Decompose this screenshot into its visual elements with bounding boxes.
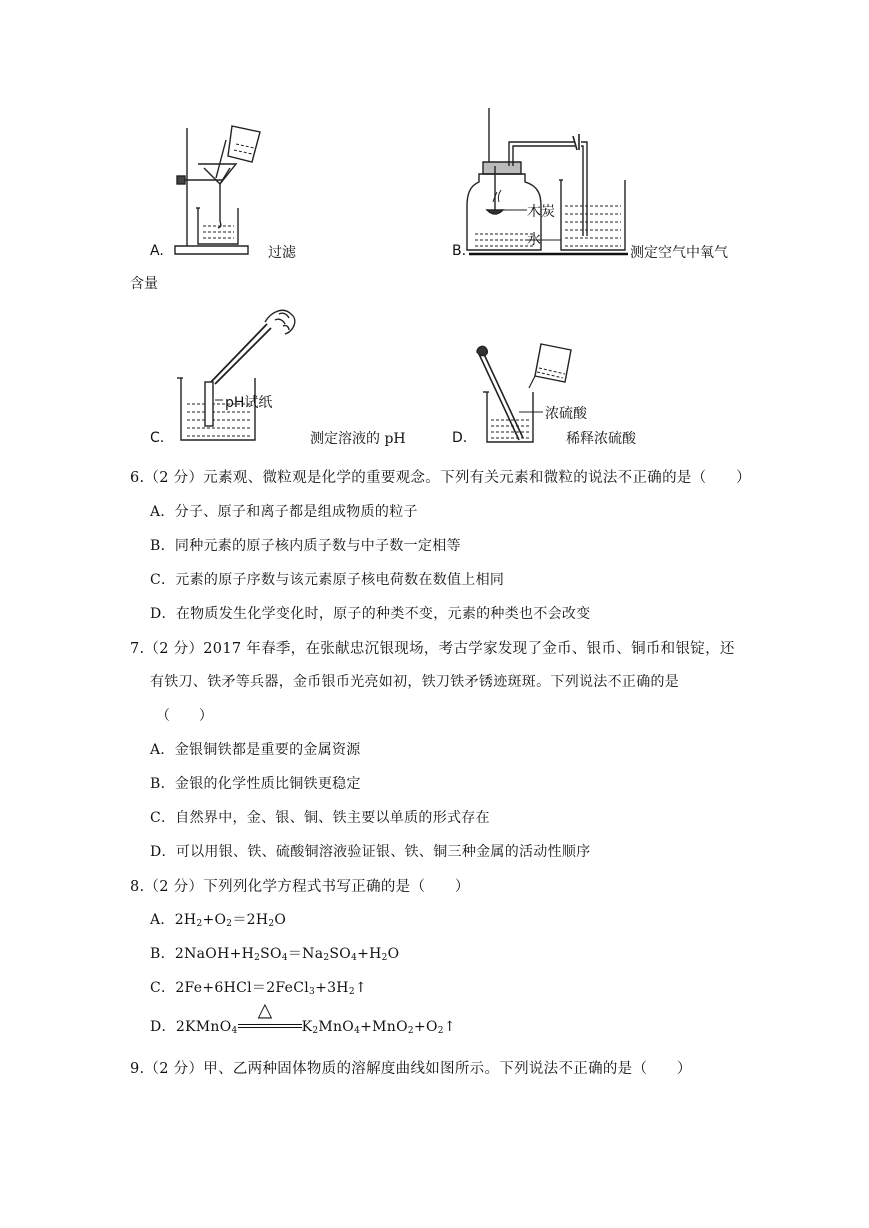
figure-d-letter: D. (452, 430, 468, 446)
q7-stem-line3: （ ） (156, 708, 214, 724)
q8-option-a (150, 909, 286, 929)
label-conc-acid: 浓硫酸 (545, 406, 587, 422)
figure-a-letter: A. (150, 243, 164, 259)
label-water: 水 (527, 232, 541, 248)
q8-option-d (150, 999, 456, 1036)
q8-option-b-letter: B． (150, 946, 175, 962)
figure-ph-test (175, 304, 315, 444)
q8-option-c-equation: $2Fe+6HCl=2FeCl_3+3H_2↑$ (175, 980, 367, 997)
q7-option-a: A．金银铜铁都是重要的金属资源 (150, 742, 361, 758)
label-charcoal: 木炭 (527, 204, 555, 220)
q6-option-a: A．分子、原子和离子都是组成物质的粒子 (150, 504, 418, 520)
q7-option-d: D．可以用银、铁、硫酸铜溶液验证银、铁、铜三种金属的活动性顺序 (150, 844, 591, 860)
q8-option-d-reactant: 2KMnO$_4$ (175, 1019, 238, 1036)
q9-stem: 9.（2 分）甲、乙两种固体物质的溶解度曲线如图所示。下列说法不正确的是（ ） (130, 1061, 692, 1077)
q7-stem-line1: 7.（2 分）2017 年春季，在张献忠沉银现场，考古学家发现了金币、银币、铜币和银锭，还 (130, 641, 735, 657)
figure-c-caption: 测定溶液的 pH (310, 431, 406, 447)
q8-stem: 8.（2 分）下列列化学方程式书写正确的是（ ） (130, 879, 470, 895)
label-ph-paper: pH试纸 (225, 395, 273, 411)
figure-b-caption: 测定空气中氧气 (630, 245, 728, 261)
q8-option-b-equation: $2NaOH+H_2SO_4=Na_2SO_4+H_2O$ (174, 946, 400, 963)
q8-option-d-letter: D． (150, 1019, 176, 1035)
q7-option-c: C．自然界中，金、银、铜、铁主要以单质的形式存在 (150, 810, 490, 826)
q6-option-d: D．在物质发生化学变化时，原子的种类不变，元素的种类也不会改变 (150, 606, 591, 622)
q7-stem-line2: 有铁刀、铁矛等兵器，金币银币光亮如初，铁刀铁矛锈迹斑斑。下列说法不正确的是 (150, 674, 680, 690)
q8-option-b (150, 943, 399, 963)
q6-stem: 6.（2 分）元素观、微粒观是化学的重要观念。下列有关元素和微粒的说法不正确的是（ ） (130, 470, 751, 486)
figure-c-letter: C. (150, 430, 165, 446)
figure-filtration (170, 118, 270, 260)
figure-d-caption: 稀释浓硫酸 (566, 431, 636, 447)
q8-option-d-arrow (238, 999, 302, 1033)
q8-option-c (150, 977, 367, 997)
q6-option-b: B．同种元素的原子核内质子数与中子数一定相等 (150, 538, 461, 554)
q6-option-c: C．元素的原子序数与该元素原子核电荷数在数值上相同 (150, 572, 505, 588)
q8-option-a-equation: $2H_2+O_2=2H_2O$ (174, 912, 287, 929)
figure-b-caption-cont: 含量 (130, 276, 158, 292)
reaction-double-line (238, 1024, 302, 1028)
q8-option-c-letter: C． (150, 980, 176, 996)
q7-option-b: B．金银的化学性质比铜铁更稳定 (150, 776, 361, 792)
figure-b-letter: B. (452, 243, 467, 259)
q8-option-d-products: $K_2MnO_4+MnO_2+O_2↑$ (301, 1019, 456, 1036)
figure-air-oxygen (465, 106, 630, 258)
q8-option-a-letter: A． (150, 912, 175, 928)
heat-symbol: △ (257, 999, 273, 1021)
figure-a-caption: 过滤 (268, 245, 296, 261)
